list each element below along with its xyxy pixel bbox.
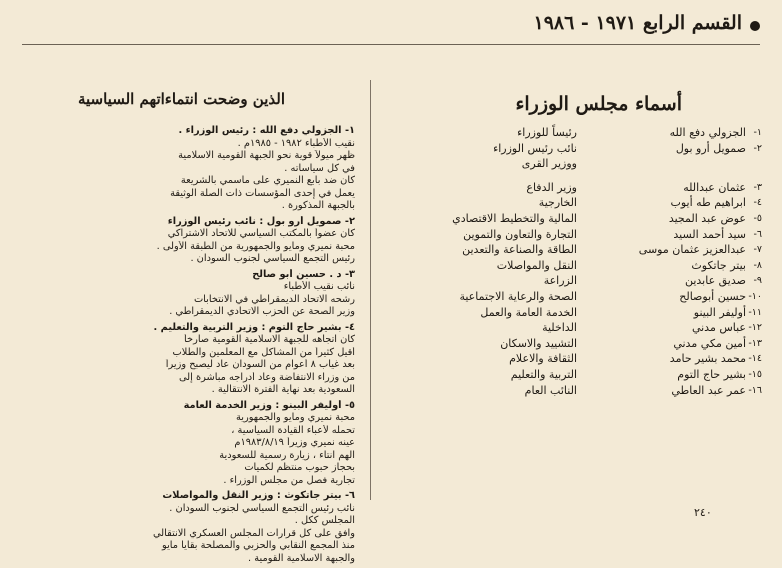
entry-line: نائب رئيس التجمع السياسي لجنوب السودان . — [169, 502, 355, 514]
minister-post: الثقافة والاعلام — [509, 352, 577, 366]
entry-heading: ٥- أوليفر البينو : وزير الخدمة العامة — [183, 399, 355, 411]
minister-name: عباس مدني — [691, 321, 746, 335]
minister-post: التربية والتعليم — [510, 367, 577, 381]
list-item — [407, 125, 762, 141]
item-number: ١١- — [748, 306, 762, 318]
minister-name: عمر عبد العاطي — [671, 383, 746, 397]
minister-post: وزير الدفاع — [526, 180, 577, 194]
entry-heading: ٦- بيتر جاتكوث : وزير النقل والمواصلات — [162, 490, 355, 501]
minister-post: الزراعة — [543, 274, 577, 288]
entry-heading: ٤- بشير حاج التوم : وزير التربية والتعليم . — [153, 321, 355, 333]
entry-line: السعودية بعد نهاية الفترة الانتقالية . — [211, 384, 355, 395]
list-item — [407, 273, 762, 289]
item-number: ٢- — [753, 142, 762, 154]
minister-post: ووزير القرى — [521, 157, 577, 171]
list-item — [407, 242, 762, 258]
item-number: ٣- — [753, 181, 762, 193]
minister-post: النائب العام — [524, 383, 577, 397]
minister-name: محمد بشير حامد — [669, 352, 746, 366]
minister-name: ابراهيم طه أيوب — [670, 196, 746, 210]
bullet-icon — [750, 21, 760, 31]
minister-name: أمين مكي مدني — [673, 336, 746, 350]
list-item — [407, 195, 762, 211]
entry-line: كان ضد بابع النميري على ماسمي بالشريعة — [180, 175, 355, 186]
entry-line: من وزراء الانتفاضة وعاد أدراجه مباشرة إلى — [179, 371, 355, 383]
entry-line: منذ المجمع النقابي والحزبي والمصلحة بقايا مايو — [162, 540, 355, 551]
section-title: القسم الرابع ١٩٧١ - ١٩٨٦ — [533, 12, 742, 34]
entry-line: محبة نميري ومايو والجمهورية — [235, 412, 355, 423]
entry-line: بحجاز حبوب منتظم لكميات — [244, 462, 355, 473]
list-item — [407, 211, 762, 227]
item-number: ٥- — [753, 212, 762, 224]
ministers-list — [407, 125, 762, 398]
list-item — [407, 156, 762, 172]
entry-line: كان عضواً بالمكتب السياسي للاتحاد الاشتراكي — [167, 228, 355, 239]
item-number: ٧- — [753, 244, 762, 256]
section-header — [22, 8, 760, 48]
affiliation-entry — [20, 216, 355, 266]
list-item — [407, 141, 762, 157]
entry-line: كان اتجاهه للجبهة الاسلامية القومية صارخاً — [184, 334, 355, 345]
entry-line: بعد غياب ٨ أعوام من السودان عاد ليصبح وزيراً — [165, 359, 355, 370]
entry-heading: ٣- د . حسين أبو صالح — [252, 268, 355, 280]
entry-line: نقيب الأطباء ١٩٨٢ - ١٩٨٥م . — [237, 137, 355, 149]
minister-name: الجزولي دفع الله — [669, 126, 746, 139]
list-item — [407, 289, 762, 305]
item-number: ٦- — [753, 228, 762, 240]
item-number: ١- — [753, 127, 762, 138]
entry-line: تجارية فصل من مجلس الوزراء . — [223, 474, 355, 486]
entry-line: نائب نقيب الأطباء — [283, 281, 355, 292]
item-number: ٨- — [753, 259, 762, 271]
item-number: ١٠- — [748, 290, 762, 302]
column-divider — [370, 80, 371, 500]
minister-name: صمويل أرو بول — [675, 141, 746, 155]
entry-line: الهم انتاء ، زيارة رسمية للسعودية — [219, 449, 355, 461]
affiliations-list — [20, 125, 355, 568]
entry-line: ظهر ميولاً قوية نحو الجبهة القومية الاسلامية — [178, 150, 355, 161]
list-gap — [407, 172, 762, 180]
entry-line: والجبهة الاسلامية القومية . — [248, 552, 355, 564]
entry-line: محبة نميري ومايو والجمهورية من الطبقة الأولى . — [156, 240, 355, 252]
list-item — [407, 383, 762, 399]
header-rule — [22, 44, 760, 45]
minister-name: عوض عبد المجيد — [668, 211, 746, 225]
minister-post: النقل والمواصلات — [496, 258, 577, 272]
entry-line: وزير الصحة عن الحزب الاتحادي الديمقراطي . — [169, 306, 355, 317]
entry-heading: ١- الجزولي دفع الله : رئيس الوزراء . — [178, 125, 355, 136]
entry-line: في كل سياساته . — [284, 162, 355, 174]
minister-post: الخدمة العامة والعمل — [480, 305, 577, 319]
item-number: ٤- — [753, 197, 762, 209]
entry-line: وافق على كل قرارات المجلس العسكري الانتقالي — [153, 527, 355, 539]
item-number: ١٥- — [748, 368, 762, 380]
item-number: ١٦- — [748, 384, 762, 396]
ministers-title: أسماء مجلس الوزراء — [515, 93, 682, 115]
list-item — [407, 367, 762, 383]
affiliation-entry — [20, 490, 355, 565]
minister-post: نائب رئيس الوزراء — [493, 141, 577, 155]
minister-post: المالية والتخطيط الاقتصادي — [452, 211, 577, 225]
entry-line: تحمله لأعباء القيادة السياسية ، — [231, 424, 355, 436]
list-item — [407, 351, 762, 367]
affiliation-entry — [20, 269, 355, 319]
minister-name: صديق عابدين — [684, 274, 746, 288]
entry-line: رشحه الاتحاد الديمقراطي في الانتخابات — [193, 293, 355, 305]
minister-name: عبدالعزيز عثمان موسى — [638, 243, 746, 257]
entry-line: يعمل في إحدى المؤسسات ذات الصلة الوثيقة — [170, 187, 355, 199]
minister-post: الخارجية — [538, 196, 577, 210]
list-item — [407, 336, 762, 352]
minister-post: الصحة والرعاية الاجتماعية — [459, 289, 577, 303]
minister-post: التشييد والاسكان — [500, 336, 577, 350]
affiliation-entry — [20, 125, 355, 213]
minister-name: سيد أحمد السيد — [673, 227, 746, 241]
minister-post: التجارة والتعاون والتموين — [463, 227, 577, 241]
affiliation-entry — [20, 322, 355, 397]
list-item — [407, 227, 762, 243]
minister-post: رئيساً للوزراء — [517, 126, 577, 139]
entry-line: عينه نميري وزيراً ١٩٨٣/٨/١٩م — [234, 437, 355, 448]
item-number: ١٤- — [748, 353, 762, 365]
item-number: ١٣- — [748, 337, 762, 349]
minister-name: بيتر جاتكوث — [691, 258, 746, 272]
list-item — [407, 258, 762, 274]
item-number: ١٢- — [748, 322, 762, 334]
affiliations-title: الذين وضحت انتماءاتهم السياسية — [77, 90, 285, 108]
minister-name: عثمان عبدالله — [683, 180, 746, 194]
entry-line: أقيل كثيراً من المشاكل مع المعلمين والطلاب — [172, 346, 355, 358]
minister-post: الطاقة والصناعة والتعدين — [462, 243, 577, 257]
list-item — [407, 180, 762, 196]
list-item — [407, 305, 762, 321]
entry-heading: ٢- صمويل أرو بول : نائب رئيس الوزراء — [167, 215, 355, 227]
list-item — [407, 320, 762, 336]
minister-name: حسين أبوصالح — [679, 289, 746, 303]
entry-line: رئيس التجمع السياسي لجنوب السودان . — [190, 253, 355, 264]
item-number: ٩- — [753, 275, 762, 287]
minister-name: أوليفر البينو — [693, 305, 746, 319]
minister-name: بشير حاج التوم — [677, 367, 746, 381]
entry-line: المجلس ككل . — [294, 515, 355, 526]
entry-line: بالجبهة المذكورة . — [281, 200, 355, 211]
affiliation-entry — [20, 400, 355, 488]
minister-post: الداخلية — [542, 321, 577, 335]
page-number: ٢٤٠ — [694, 506, 712, 519]
